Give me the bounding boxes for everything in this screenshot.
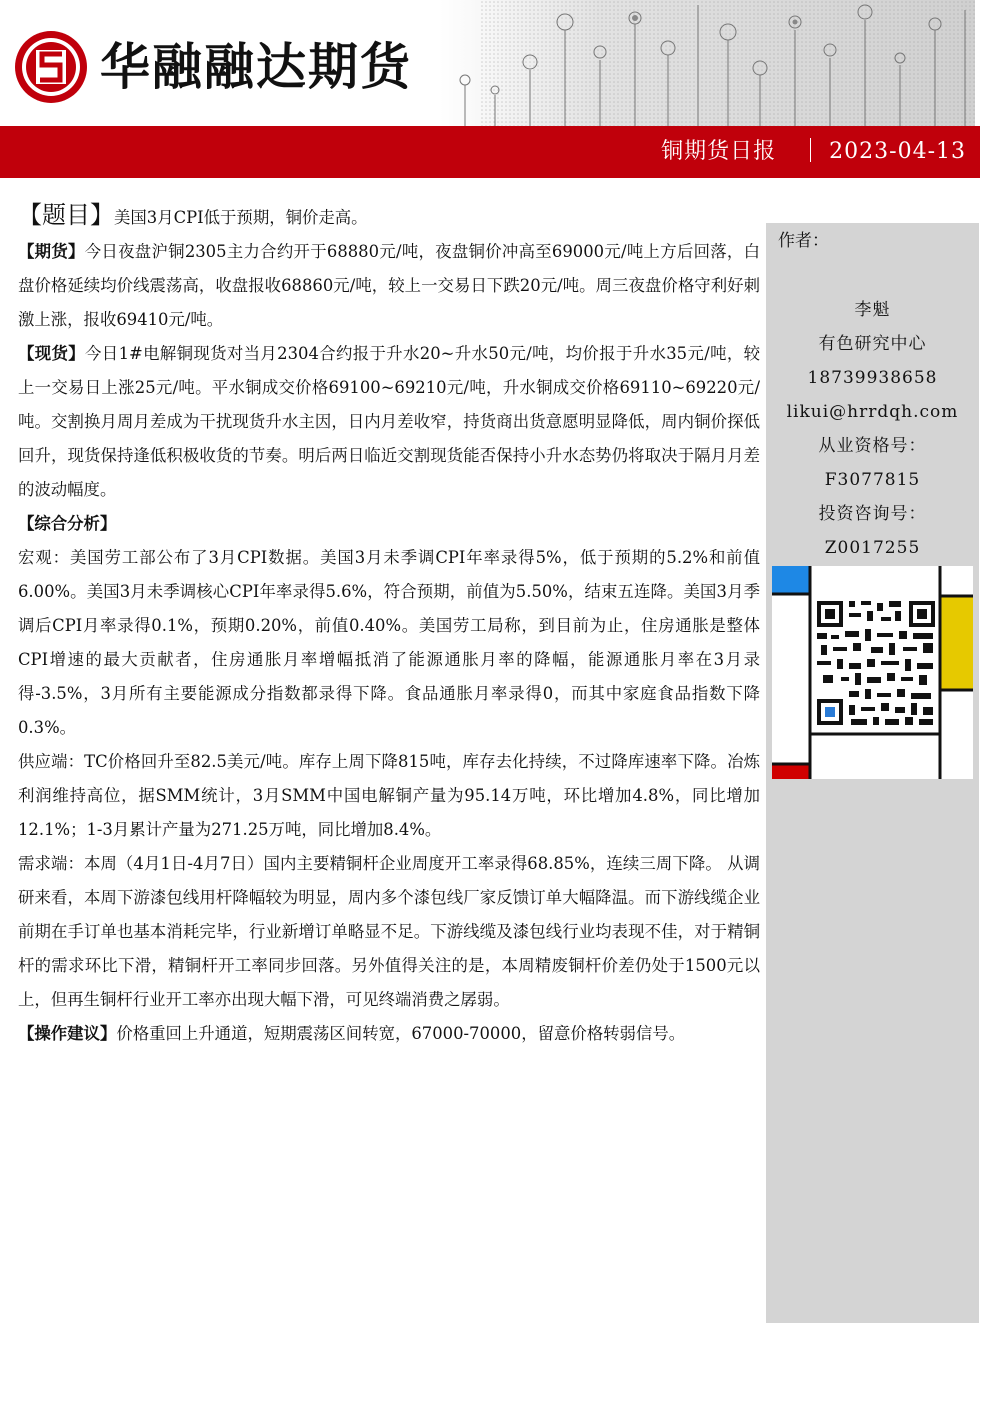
author-department: 有色研究中心	[818, 334, 927, 354]
author-info	[766, 293, 979, 565]
headline	[18, 198, 760, 235]
futures-text: 今日夜盘沪铜2305主力合约开于68880元/吨，夜盘铜价冲高至69000元/吨上方后回落，白盘价格延续均价线震荡高，收盘报收68860元/吨，较上一交易日下跌20元/吨。周三夜盘价格守利好刺激上涨，报收69410元/吨。	[18, 242, 761, 329]
futures-tag: 【期货】	[18, 242, 85, 261]
report-title-band	[0, 126, 980, 178]
futures-paragraph	[18, 235, 760, 337]
band-divider	[810, 138, 811, 162]
report-type: 铜期货日报	[661, 139, 777, 164]
spot-text: 今日1#电解铜现货对当月2304合约报于升水20~升水50元/吨，均价报于升水35元/吨，较上一交易日上涨25元/吨。平水铜成交价格69100~69210元/吨，升水铜成交价格69110~69220元/吨。交割换月周月差成为干扰现货升水主因，日内月差收窄，持货商出货意愿明显降低，周内铜价探低回升，现货保持逢低积极收货的节奏。明后两日临近交割现货能否保持小升水态势仍将取决于隔月月差的波动幅度。	[18, 344, 760, 499]
qualification-number: F3077815	[824, 470, 921, 490]
headline-tag: 【题目】	[18, 201, 114, 229]
author-phone: 18739938658	[807, 368, 938, 388]
qualification-label: 从业资格号：	[818, 436, 927, 456]
demand-paragraph: 需求端：本周（4月1日-4月7日）国内主要精铜杆企业周度开工率录得68.85%，连续三周下降。 从调研来看，本周下游漆包线用杆降幅较为明显，周内多个漆包线厂家反馈订单大幅降温。而下游线缆企业前期在手订单也基本消耗完毕，行业新增订单略显不足。下游线缆及漆包线行业均表现不佳，对于精铜杆的需求环比下滑，精铜杆开工率同步回落。另外值得关注的是，本周精废铜杆价差仍处于1500元以上，但再生铜杆行业开工率亦出现大幅下滑，可见终端消费之孱弱。	[18, 854, 760, 1009]
qr-code-icon	[772, 566, 973, 779]
consult-label: 投资咨询号：	[818, 504, 927, 524]
brand-name: 华融融达期货	[100, 38, 412, 96]
header-decoration	[440, 0, 975, 126]
supply-paragraph: 供应端：TC价格回升至82.5美元/吨。库存上周下降815吨，库存去化持续，不过降库速率下降。冶炼利润维持高位，据SMM统计，3月SMM中国电解铜产量为95.14万吨，环比增加4.8%，同比增加12.1%；1-3月累计产量为271.25万吨，同比增加8.4%。	[18, 752, 760, 839]
headline-text: 美国3月CPI低于预期，铜价走高。	[114, 208, 368, 227]
macro-paragraph: 宏观：美国劳工部公布了3月CPI数据。美国3月未季调CPI年率录得5%，低于预期的5.2%和前值6.00%。美国3月未季调核心CPI年率录得5.6%，符合预期，前值为5.50%，结束五连降。美国3月季调后CPI月率录得0.1%，预期0.20%，前值0.40%。美国劳工局称，到目前为止，住房通胀是整体CPI增速的最大贡献者，住房通胀月率增幅抵消了能源通胀月率的降幅，能源通胀月率在3月录得-3.5%，3月所有主要能源成分指数都录得下降。食品通胀月率录得0，而其中家庭食品指数下降0.3%。	[18, 548, 760, 737]
author-label: 作者：	[778, 231, 829, 251]
author-email[interactable]: likui@hrrdqh.com	[786, 402, 959, 422]
author-sidebar	[766, 223, 979, 1323]
spot-paragraph	[18, 337, 760, 507]
suggestion-text: 价格重回上升通道，短期震荡区间转宽，67000-70000，留意价格转弱信号。	[116, 1024, 686, 1043]
suggestion-tag: 【操作建议】	[18, 1024, 117, 1043]
company-logo-icon	[12, 28, 90, 106]
band-text	[661, 134, 966, 165]
report-date: 2023-04-13	[829, 139, 966, 164]
suggestion-paragraph	[18, 1017, 760, 1051]
consult-number: Z0017255	[824, 538, 921, 558]
report-header	[0, 0, 992, 180]
author-name: 李魁	[854, 300, 891, 320]
report-body	[18, 198, 760, 1051]
qr-panel	[772, 566, 973, 779]
analysis-heading: 【综合分析】	[18, 514, 117, 533]
spot-tag: 【现货】	[18, 344, 86, 363]
